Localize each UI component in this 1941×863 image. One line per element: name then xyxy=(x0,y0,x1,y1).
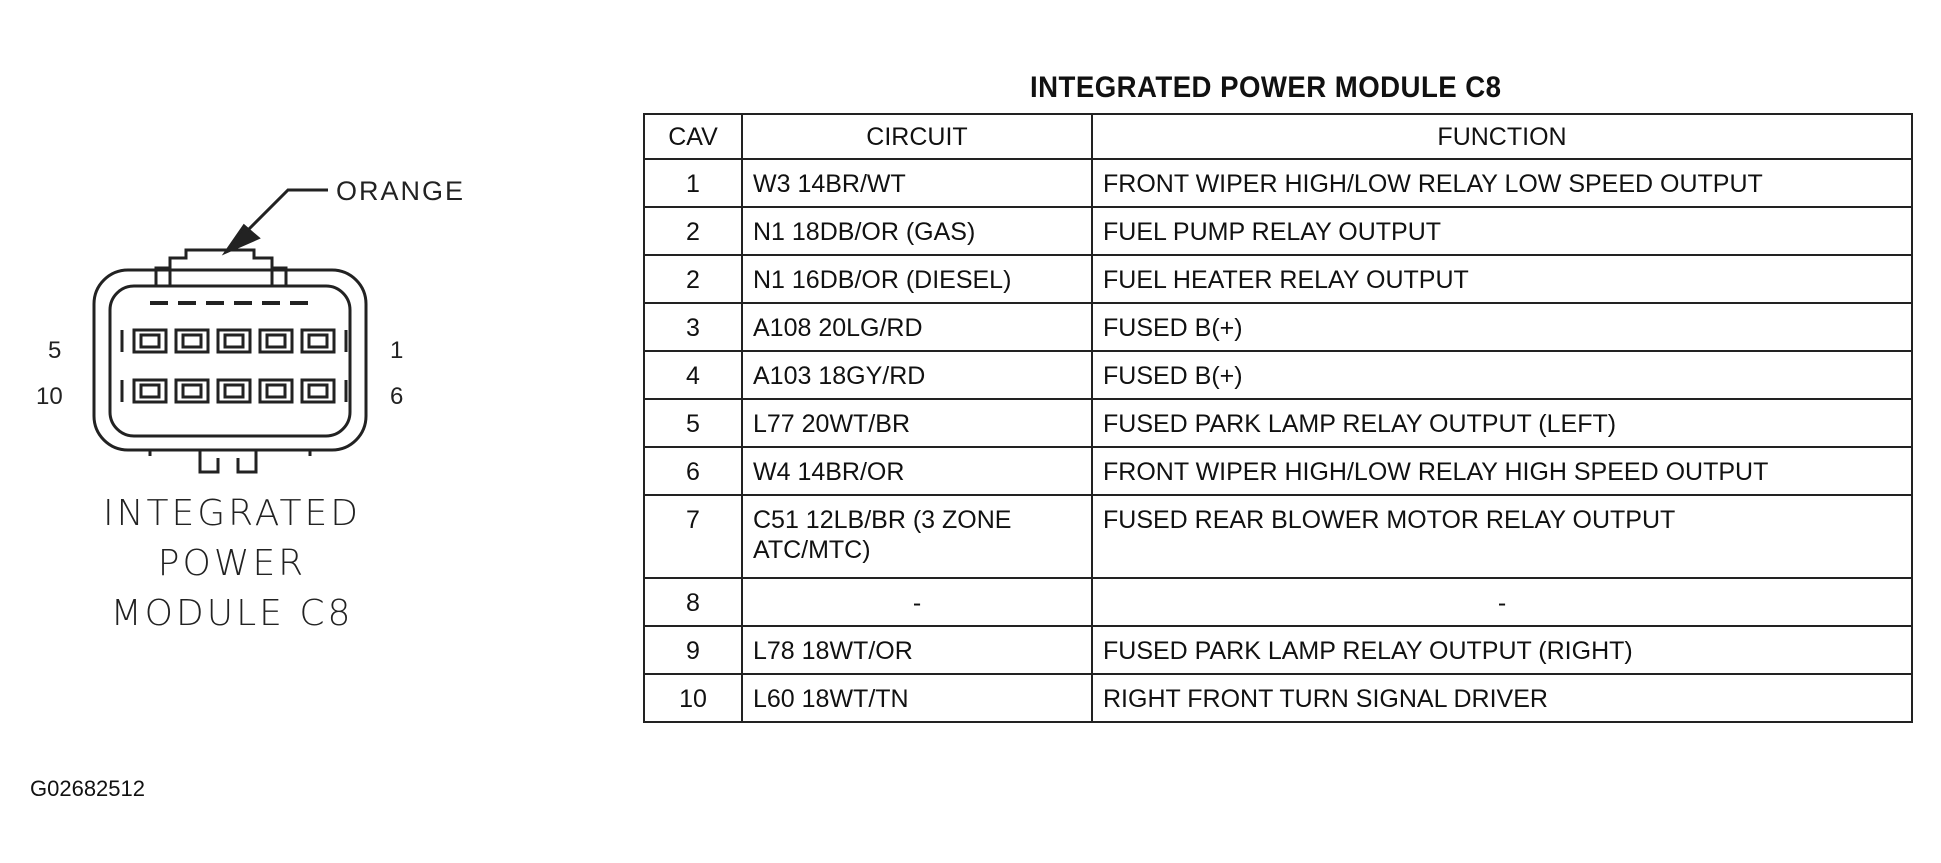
circuit-cell: - xyxy=(742,578,1092,626)
function-cell: FUSED PARK LAMP RELAY OUTPUT (RIGHT) xyxy=(1092,626,1912,674)
table-row xyxy=(644,255,1912,303)
pin-label-top-right: 1 xyxy=(390,337,404,364)
wire-color-label: ORANGE xyxy=(336,176,466,206)
circuit-cell: L60 18WT/TN xyxy=(742,674,1092,722)
cav-cell: 6 xyxy=(644,447,742,495)
cavity-10 xyxy=(134,380,166,402)
pin-label-bottom-right: 6 xyxy=(390,383,404,410)
cav-cell: 10 xyxy=(644,674,742,722)
pin-label-bottom-left: 10 xyxy=(36,383,63,410)
circuit-cell: A108 20LG/RD xyxy=(742,303,1092,351)
function-cell: FUSED B(+) xyxy=(1092,303,1912,351)
cavity-2 xyxy=(260,330,292,352)
cav-cell: 2 xyxy=(644,255,742,303)
connector-caption-line-3: MODULE C8 xyxy=(110,593,354,634)
connector-body xyxy=(94,270,366,450)
cavity-row-top xyxy=(122,330,346,352)
cav-cell: 2 xyxy=(644,207,742,255)
function-cell: FRONT WIPER HIGH/LOW RELAY HIGH SPEED OUTPUT xyxy=(1092,447,1912,495)
leader-arrowhead xyxy=(226,226,258,252)
table-row xyxy=(644,495,1912,578)
table-row xyxy=(644,674,1912,722)
table-title: INTEGRATED POWER MODULE C8 xyxy=(1030,71,1502,104)
pinout-table xyxy=(643,113,1913,723)
circuit-cell: N1 18DB/OR (GAS) xyxy=(742,207,1092,255)
cavity-4 xyxy=(176,330,208,352)
cav-cell: 5 xyxy=(644,399,742,447)
cavity-6 xyxy=(302,380,334,402)
table-row xyxy=(644,207,1912,255)
figure-id: G02682512 xyxy=(30,776,145,801)
function-cell: - xyxy=(1092,578,1912,626)
function-cell: FUEL PUMP RELAY OUTPUT xyxy=(1092,207,1912,255)
cavity-7 xyxy=(260,380,292,402)
table-row xyxy=(644,447,1912,495)
header-cav: CAV xyxy=(644,114,742,159)
function-cell: FUSED B(+) xyxy=(1092,351,1912,399)
table-row xyxy=(644,626,1912,674)
cav-cell: 7 xyxy=(644,495,742,578)
circuit-cell: C51 12LB/BR (3 ZONE ATC/MTC) xyxy=(742,495,1092,578)
connector-caption-line-1: INTEGRATED xyxy=(102,493,362,534)
function-cell: FUSED PARK LAMP RELAY OUTPUT (LEFT) xyxy=(1092,399,1912,447)
pin-label-top-left: 5 xyxy=(48,337,62,364)
function-cell: FRONT WIPER HIGH/LOW RELAY LOW SPEED OUTPUT xyxy=(1092,159,1912,207)
circuit-cell: L77 20WT/BR xyxy=(742,399,1092,447)
table-row xyxy=(644,303,1912,351)
table-row xyxy=(644,159,1912,207)
circuit-cell: A103 18GY/RD xyxy=(742,351,1092,399)
function-cell: FUEL HEATER RELAY OUTPUT xyxy=(1092,255,1912,303)
cav-cell: 3 xyxy=(644,303,742,351)
function-cell: RIGHT FRONT TURN SIGNAL DRIVER xyxy=(1092,674,1912,722)
table-row xyxy=(644,578,1912,626)
circuit-cell: W3 14BR/WT xyxy=(742,159,1092,207)
header-function: FUNCTION xyxy=(1092,114,1912,159)
circuit-cell: W4 14BR/OR xyxy=(742,447,1092,495)
cav-cell: 9 xyxy=(644,626,742,674)
circuit-cell: L78 18WT/OR xyxy=(742,626,1092,674)
table-row xyxy=(644,351,1912,399)
cavity-1 xyxy=(302,330,334,352)
cavity-3 xyxy=(218,330,250,352)
table-header-row xyxy=(644,114,1912,159)
cav-cell: 4 xyxy=(644,351,742,399)
header-circuit: CIRCUIT xyxy=(742,114,1092,159)
cav-cell: 1 xyxy=(644,159,742,207)
cavity-8 xyxy=(218,380,250,402)
connector-latch xyxy=(170,250,272,285)
cavity-5 xyxy=(134,330,166,352)
table-row xyxy=(644,399,1912,447)
cavity-9 xyxy=(176,380,208,402)
connector-caption-line-2: POWER xyxy=(157,543,307,584)
circuit-cell: N1 16DB/OR (DIESEL) xyxy=(742,255,1092,303)
cavity-row-bottom xyxy=(122,380,346,402)
function-cell: FUSED REAR BLOWER MOTOR RELAY OUTPUT xyxy=(1092,495,1912,578)
orange-leader-line xyxy=(240,190,328,238)
cav-cell: 8 xyxy=(644,578,742,626)
